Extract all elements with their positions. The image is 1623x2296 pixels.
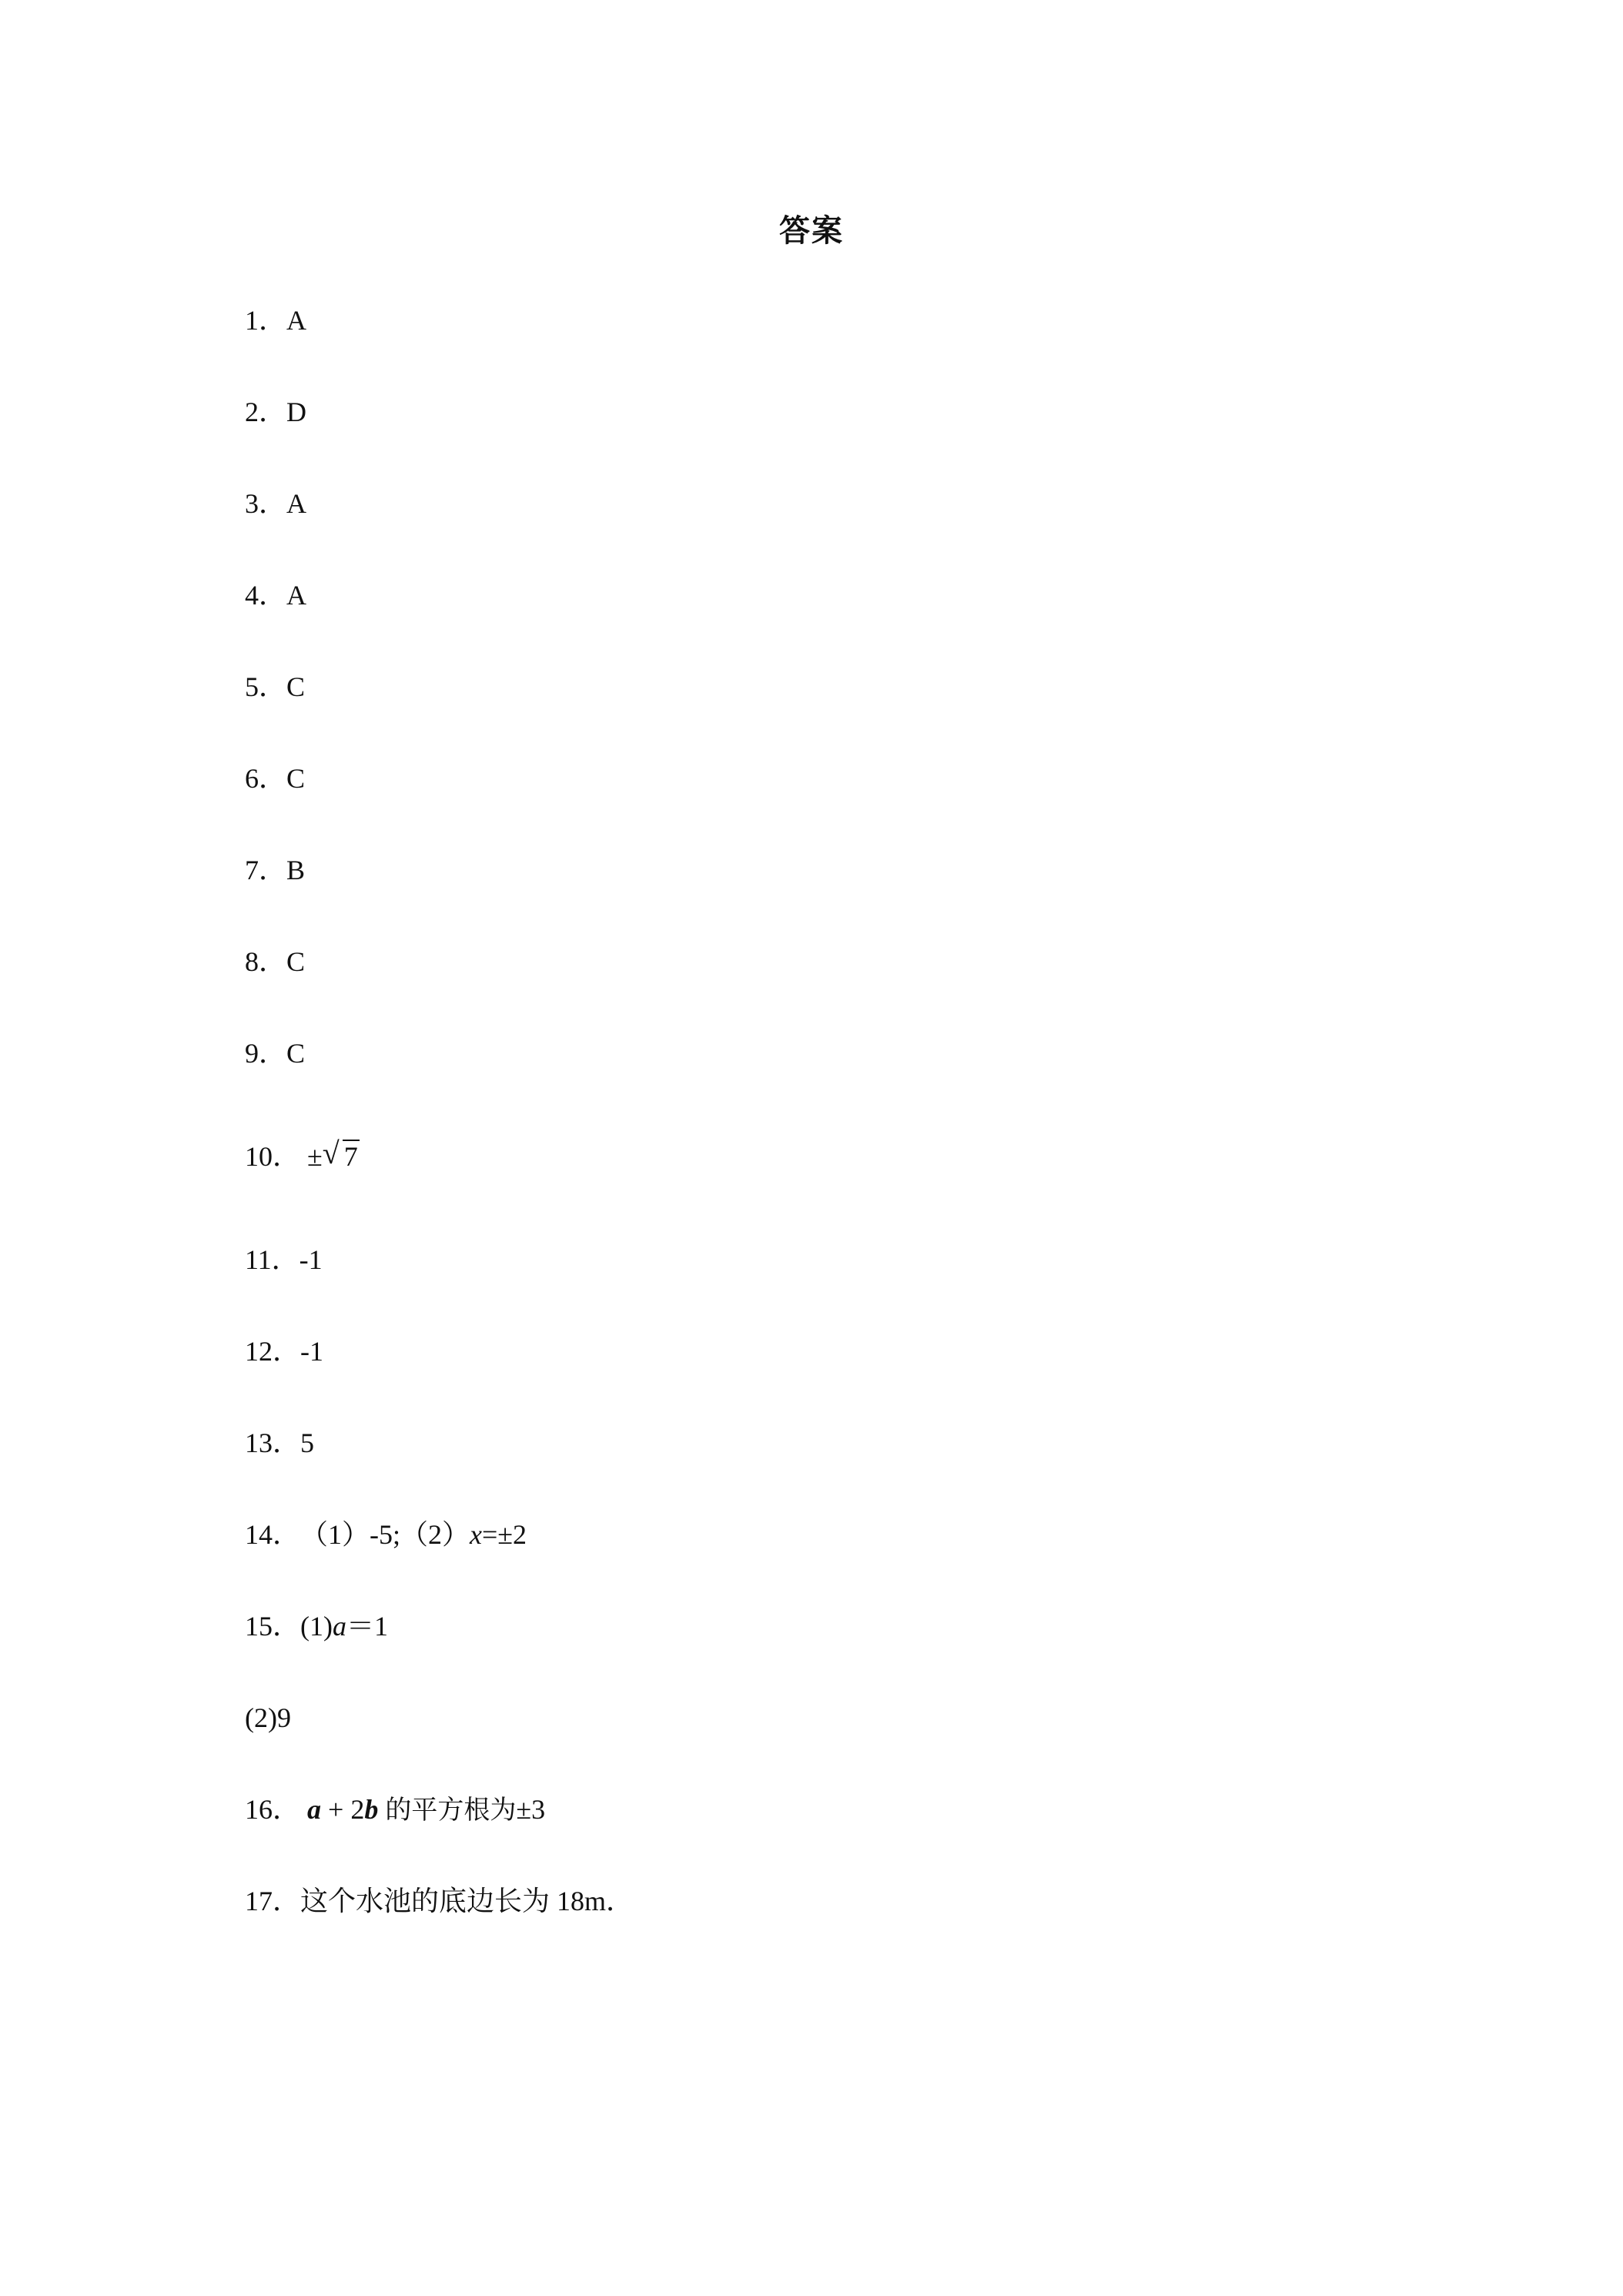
answer-number: 5． <box>245 671 287 702</box>
answer-number: 15． <box>245 1611 301 1642</box>
answer-text: 的平方根为 <box>385 1795 517 1826</box>
answer-value: (2)9 <box>245 1702 291 1733</box>
answer-list <box>245 0 1477 2296</box>
answer-item-14 <box>245 1513 527 1556</box>
answer-number: 8． <box>245 946 287 977</box>
answer-item-4 <box>245 574 306 617</box>
answer-number: 4． <box>245 580 287 611</box>
answer-item-13 <box>245 1421 314 1464</box>
answer-item-8 <box>245 940 305 983</box>
answer-value: C <box>286 1038 306 1069</box>
variable-a: a <box>307 1794 322 1825</box>
answer-number: 6． <box>245 763 287 794</box>
answer-item-2 <box>245 390 306 433</box>
answer-part: =±2 <box>482 1519 527 1550</box>
answer-item-5 <box>245 665 305 708</box>
answer-value: C <box>286 763 306 794</box>
answer-item-1 <box>245 299 306 342</box>
variable-a: a <box>333 1611 346 1642</box>
answer-value: C <box>286 671 306 702</box>
answer-number: 10． <box>245 1141 301 1172</box>
answer-item-15 <box>245 1605 388 1648</box>
answer-value: D <box>286 397 307 427</box>
answer-number: 14． <box>245 1519 301 1550</box>
answer-number: 1． <box>245 305 287 336</box>
answer-item-11 <box>245 1238 323 1281</box>
answer-item-16 <box>245 1788 545 1832</box>
answer-item-10 <box>245 1135 360 1178</box>
answer-number: 16． <box>245 1794 301 1825</box>
radical-sign-icon: √ <box>322 1136 340 1170</box>
answer-value: A <box>286 305 307 336</box>
page-title: 答案 <box>779 213 844 249</box>
answer-number: 12． <box>245 1336 301 1367</box>
answer-value: 这个水池的底边长为 18m． <box>300 1886 634 1916</box>
answer-number: 17． <box>245 1886 301 1916</box>
answer-item-6 <box>245 757 305 800</box>
radicand: 7 <box>343 1141 358 1172</box>
answer-value: B <box>286 855 306 885</box>
answer-value: -1 <box>300 1336 324 1367</box>
plus-minus-sign: ± <box>307 1141 323 1172</box>
answer-value: C <box>286 946 306 977</box>
answer-item-17 <box>245 1879 634 1923</box>
answer-value: -1 <box>299 1244 323 1275</box>
answer-number: 11． <box>245 1244 300 1275</box>
answer-number: 13． <box>245 1427 301 1458</box>
answer-part: （1）-5;（2） <box>300 1519 470 1550</box>
answer-item-7 <box>245 848 305 892</box>
answer-item-9 <box>245 1032 305 1075</box>
answer-number: 9． <box>245 1038 287 1069</box>
answer-number: 7． <box>245 855 287 885</box>
answer-value: 5 <box>300 1427 315 1458</box>
answer-item-12 <box>245 1330 323 1373</box>
square-root <box>323 1135 360 1178</box>
answer-part: (1) <box>300 1611 333 1642</box>
answer-item-3 <box>245 482 306 525</box>
answer-value: A <box>286 488 307 519</box>
answer-item-15-part-2 <box>245 1696 291 1739</box>
operator: + 2 <box>321 1794 365 1825</box>
variable-b: b <box>364 1794 379 1825</box>
answer-value: ±3 <box>516 1794 546 1825</box>
answer-value: A <box>286 580 307 611</box>
variable-x: x <box>470 1519 482 1550</box>
answer-number: 2． <box>245 397 287 427</box>
answer-part: ＝1 <box>346 1611 389 1642</box>
answer-number: 3． <box>245 488 287 519</box>
